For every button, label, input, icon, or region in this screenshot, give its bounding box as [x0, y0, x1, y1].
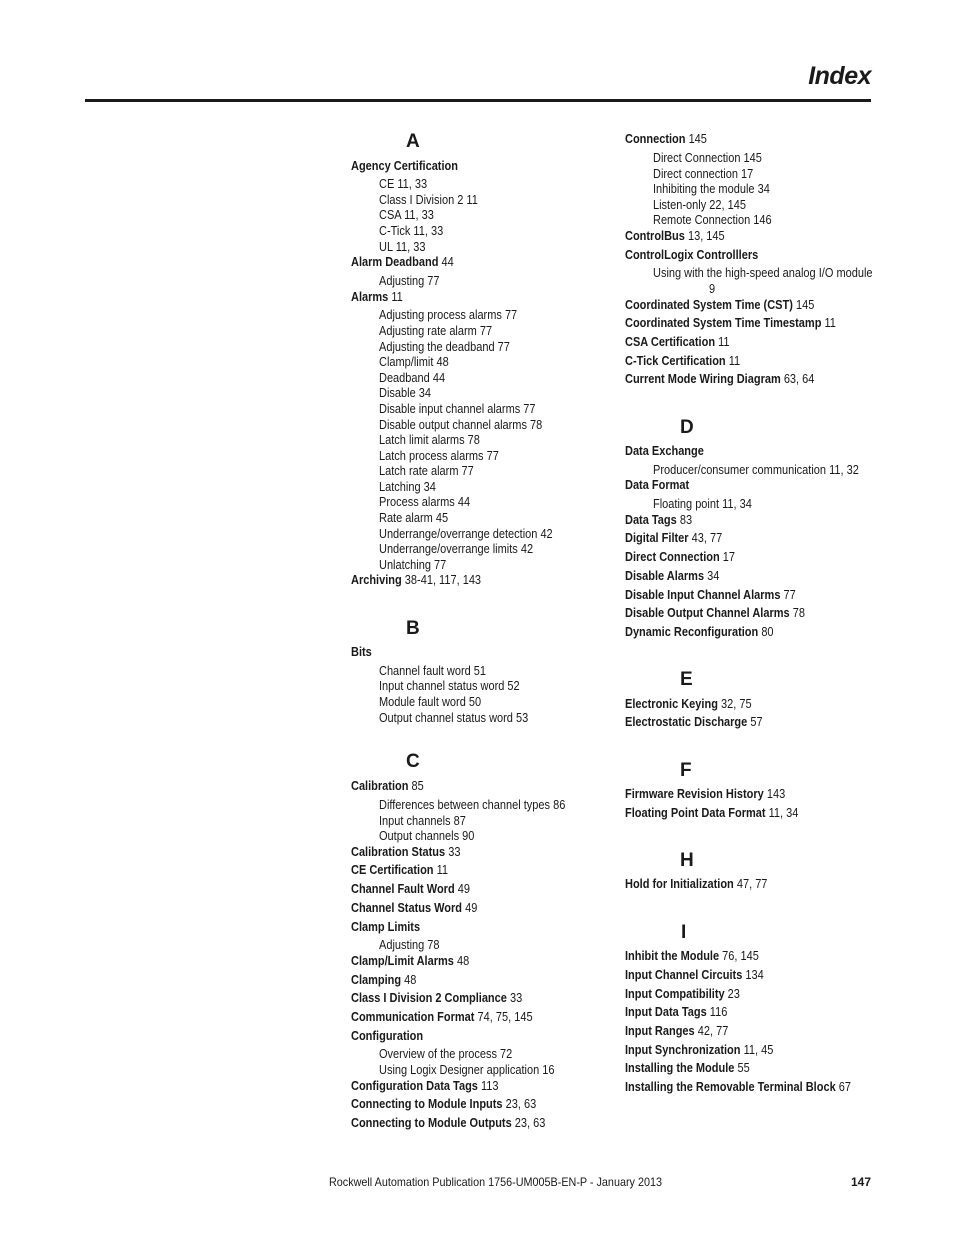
index-entry: CE Certification 11	[351, 863, 449, 877]
index-subentry: Module fault word 50	[379, 695, 482, 709]
index-entry: Input Data Tags 116	[625, 1005, 728, 1019]
index-entry: Data Exchange	[625, 444, 704, 458]
index-entry: Disable Output Channel Alarms 78	[625, 606, 805, 620]
index-subentry: Using with the high-speed analog I/O module	[653, 266, 873, 280]
index-subentry: Rate alarm 45	[379, 511, 449, 525]
index-entry: Data Format	[625, 478, 690, 492]
index-entry: Hold for Initialization 47, 77	[625, 877, 768, 891]
index-subentry: Listen-only 22, 145	[653, 198, 746, 212]
index-subentry: Clamp/limit 48	[379, 355, 449, 369]
section-letter-b: B	[406, 618, 420, 639]
index-entry: Clamp Limits	[351, 920, 421, 934]
index-entry: Alarm Deadband 44	[351, 255, 454, 269]
index-subentry: Adjusting 78	[379, 938, 440, 952]
section-letter-i: I	[681, 922, 687, 943]
index-subentry: Channel fault word 51	[379, 664, 487, 678]
index-entry: Input Channel Circuits 134	[625, 968, 764, 982]
index-subentry: Latch rate alarm 77	[379, 464, 474, 478]
page-title: Index	[808, 62, 871, 90]
index-subentry: Output channels 90	[379, 829, 475, 843]
index-entry: C-Tick Certification 11	[625, 354, 741, 368]
index-entry: Coordinated System Time Timestamp 11	[625, 316, 836, 330]
index-entry: ControlBus 13, 145	[625, 229, 725, 243]
index-subentry: CSA 11, 33	[379, 208, 434, 222]
index-subentry: Underrange/overrange detection 42	[379, 527, 553, 541]
index-entry: Electronic Keying 32, 75	[625, 697, 752, 711]
index-entry: Input Synchronization 11, 45	[625, 1043, 774, 1057]
index-entry: Input Compatibility 23	[625, 987, 740, 1001]
index-subentry: Adjusting the deadband 77	[379, 340, 510, 354]
index-subentry: Adjusting rate alarm 77	[379, 324, 493, 338]
index-entry: Current Mode Wiring Diagram 63, 64	[625, 372, 815, 386]
index-subentry: Latch process alarms 77	[379, 449, 499, 463]
index-entry: Firmware Revision History 143	[625, 787, 786, 801]
index-entry: Electrostatic Discharge 57	[625, 715, 763, 729]
index-entry: Floating Point Data Format 11, 34	[625, 806, 799, 820]
section-letter-f: F	[680, 760, 692, 781]
index-entry: Clamping 48	[351, 973, 417, 987]
index-subentry: Disable input channel alarms 77	[379, 402, 536, 416]
index-entry: Channel Status Word 49	[351, 901, 478, 915]
index-subentry: Class I Division 2 11	[379, 193, 478, 207]
section-letter-d: D	[680, 417, 694, 438]
index-subentry: Adjusting process alarms 77	[379, 308, 518, 322]
index-subentry: Overview of the process 72	[379, 1047, 513, 1061]
index-subentry: UL 11, 33	[379, 240, 426, 254]
index-subentry: Direct Connection 145	[653, 151, 762, 165]
index-entry: Agency Certification	[351, 159, 458, 173]
index-entry: Calibration Status 33	[351, 845, 461, 859]
index-subentry: Underrange/overrange limits 42	[379, 542, 534, 556]
index-entry: Calibration 85	[351, 779, 424, 793]
index-subentry: Input channel status word 52	[379, 679, 520, 693]
index-entry: Configuration Data Tags 113	[351, 1079, 499, 1093]
index-subentry: Disable output channel alarms 78	[379, 418, 543, 432]
index-entry: Installing the Removable Terminal Block 67	[625, 1080, 851, 1094]
index-subentry: Latching 34	[379, 480, 436, 494]
index-entry: Disable Alarms 34	[625, 569, 720, 583]
header-rule	[85, 99, 871, 102]
section-letter-h: H	[680, 850, 694, 871]
index-entry: Archiving 38-41, 117, 143	[351, 573, 482, 587]
index-entry: Channel Fault Word 49	[351, 882, 470, 896]
index-entry: Alarms 11	[351, 290, 403, 304]
index-subentry: Latch limit alarms 78	[379, 433, 480, 447]
index-subentry: Process alarms 44	[379, 495, 471, 509]
index-subentry: Remote Connection 146	[653, 213, 772, 227]
index-subentry: Disable 34	[379, 386, 431, 400]
index-subentry: Direct connection 17	[653, 167, 754, 181]
index-entry: CSA Certification 11	[625, 335, 730, 349]
index-entry: Connecting to Module Inputs 23, 63	[351, 1097, 537, 1111]
index-entry: Dynamic Reconfiguration 80	[625, 625, 774, 639]
index-subentry: Floating point 11, 34	[653, 497, 752, 511]
index-subentry: Adjusting 77	[379, 274, 440, 288]
index-subentry: Deadband 44	[379, 371, 446, 385]
index-subentry: Inhibiting the module 34	[653, 182, 770, 196]
index-entry: ControlLogix Controlllers	[625, 248, 759, 262]
index-entry: Clamp/Limit Alarms 48	[351, 954, 470, 968]
index-entry: Communication Format 74, 75, 145	[351, 1010, 533, 1024]
section-letter-a: A	[406, 131, 420, 152]
index-subentry: 9	[709, 282, 716, 296]
index-subentry: CE 11, 33	[379, 177, 428, 191]
index-subentry: Unlatching 77	[379, 558, 447, 572]
index-entry: Digital Filter 43, 77	[625, 531, 723, 545]
index-entry: Data Tags 83	[625, 513, 693, 527]
index-entry: Connection 145	[625, 132, 707, 146]
index-subentry: Input channels 87	[379, 814, 466, 828]
page-number: 147	[850, 1175, 871, 1189]
index-entry: Input Ranges 42, 77	[625, 1024, 729, 1038]
index-subentry: Differences between channel types 86	[379, 798, 566, 812]
index-entry: Configuration	[351, 1029, 424, 1043]
index-entry: Bits	[351, 645, 372, 659]
index-subentry: Using Logix Designer application 16	[379, 1063, 555, 1077]
index-entry: Class I Division 2 Compliance 33	[351, 991, 523, 1005]
index-subentry: C-Tick 11, 33	[379, 224, 444, 238]
footer-publication: Rockwell Automation Publication 1756-UM005B-EN-P - January 2013	[329, 1175, 662, 1189]
index-subentry: Producer/consumer communication 11, 32	[653, 463, 859, 477]
index-entry: Direct Connection 17	[625, 550, 736, 564]
index-entry: Inhibit the Module 76, 145	[625, 949, 759, 963]
index-entry: Disable Input Channel Alarms 77	[625, 588, 796, 602]
index-entry: Installing the Module 55	[625, 1061, 750, 1075]
index-subentry: Output channel status word 53	[379, 711, 529, 725]
index-entry: Connecting to Module Outputs 23, 63	[351, 1116, 546, 1130]
section-letter-e: E	[680, 669, 693, 690]
section-letter-c: C	[406, 751, 420, 772]
index-entry: Coordinated System Time (CST) 145	[625, 298, 815, 312]
